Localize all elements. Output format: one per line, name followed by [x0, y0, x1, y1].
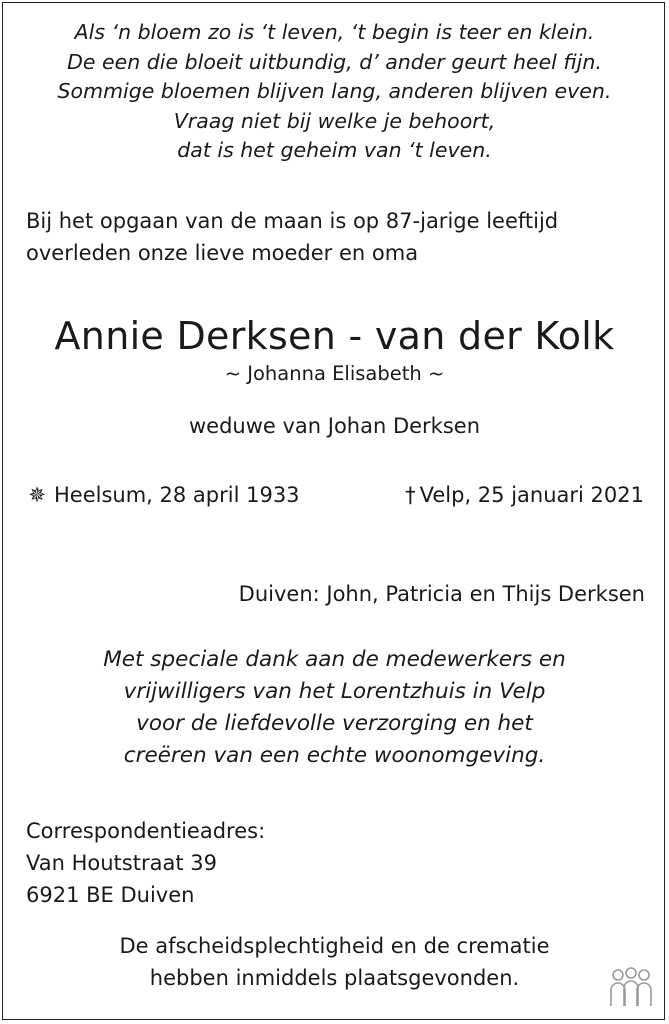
closing-line: hebben inmiddels plaatsgevonden.: [149, 966, 520, 990]
intro-line: Bij het opgaan van de maan is op 87-jarige leeftijd: [26, 209, 559, 233]
poem-line: Sommige bloemen blijven lang, anderen blijven even.: [57, 79, 612, 103]
announcement-intro: [26, 205, 656, 269]
intro-line: overleden onze lieve moeder en oma: [26, 241, 419, 265]
address-label: Correspondentieadres:: [26, 819, 266, 843]
birth-info: [26, 478, 300, 512]
thanks-line: voor de liefdevolle verzorging en het: [136, 711, 533, 736]
family-signature: Duiven: John, Patricia en Thijs Derksen: [238, 582, 645, 606]
poem-line: De een die bloeit uitbundig, d’ ander geurt heel fijn.: [67, 49, 602, 74]
thanks-line: Met speciale dank aan de medewerkers en: [103, 647, 566, 672]
widow-of: weduwe van Johan Derksen: [188, 414, 481, 438]
poem-line: Vraag niet bij welke je behoort,: [173, 108, 496, 133]
closing-line: De afscheidsplechtigheid en de crematie: [119, 934, 550, 958]
thanks-line: vrijwilligers van het Lorentzhuis in Velp: [123, 679, 546, 704]
poem-line: Als ‘n bloem zo is ‘t leven, ‘t begin is teer en klein.: [74, 20, 595, 44]
birth-star-icon: ✵: [28, 483, 46, 507]
address-city: 6921 BE Duiven: [26, 883, 195, 907]
poem-line: dat is het geheim van ‘t leven.: [177, 138, 492, 162]
death-text: Velp, 25 januari 2021: [419, 483, 644, 507]
death-cross-icon: †: [405, 483, 416, 507]
thanks-line: creëren van een echte woonomgeving.: [123, 743, 546, 768]
life-dates: [26, 478, 644, 512]
thanks-note: [0, 644, 669, 772]
people-group-icon: [606, 966, 656, 1010]
birth-text: Heelsum, 28 april 1933: [54, 483, 300, 507]
closing-note: [0, 930, 669, 994]
deceased-name: Annie Derksen - van der Kolk: [54, 314, 615, 358]
given-names: ~ Johanna Elisabeth ~: [224, 362, 445, 385]
death-info: [405, 478, 644, 512]
address-street: Van Houtstraat 39: [26, 851, 217, 875]
correspondence-address: [26, 815, 426, 911]
poem: [0, 18, 669, 166]
